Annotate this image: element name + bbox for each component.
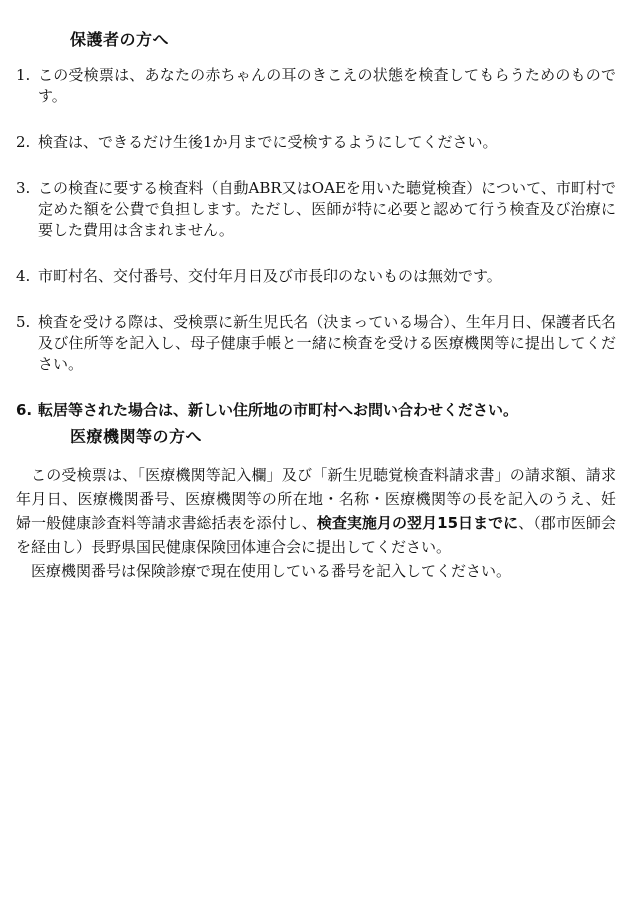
item-number: 3. xyxy=(16,179,31,197)
submission-paragraph xyxy=(16,463,616,559)
item-number: 6. xyxy=(16,401,33,419)
list-item xyxy=(16,132,616,153)
item-text: 検査は、できるだけ生後1か月までに受検するようにしてください。 xyxy=(38,133,498,151)
item-text: 市町村名、交付番号、交付年月日及び市長印のないものは無効です。 xyxy=(38,267,502,285)
guardian-instructions-list xyxy=(16,65,616,446)
item-text: この受検票は、あなたの赤ちゃんの耳のきこえの状態を検査してもらうためのものです。 xyxy=(38,66,616,105)
item-number: 1. xyxy=(16,66,31,84)
section-title-guardians: 保護者の方へ xyxy=(70,30,170,49)
item-number: 5. xyxy=(16,313,31,331)
item-text: この検査に要する検査料（自動ABR又はOAEを用いた聴覚検査）について、市町村で定めた額を公費で負担します。ただし、医師が特に必要と認めて行う検査及び治療に要した費用は含まれません。 xyxy=(38,179,616,239)
submission-text-part2: 、（郡市医師会を経由し）長野県国民健康保険団体連合会に提出してください。 xyxy=(16,514,616,556)
submission-text-part1: この受検票は、「医療機関等記入欄」及び「新生児聴覚検査料請求書」の請求額、請求年月日、医療機関番号、医療機関等の所在地・名称・医療機関等の長を記入のうえ、妊婦一般健康診査料等請求書総括表を添付し、 xyxy=(16,466,616,532)
list-item xyxy=(16,178,616,241)
section-title-institutions: 医療機関等の方へ xyxy=(70,427,203,446)
item-number: 4. xyxy=(16,267,31,285)
item-text: 検査を受ける際は、受検票に新生児氏名（決まっている場合）、生年月日、保護者氏名及び住所等を記入し、母子健康手帳と一緒に検査を受ける医療機関等に提出してください。 xyxy=(38,313,616,373)
item-text: 転居等された場合は、新しい住所地の市町村へお問い合わせください。 xyxy=(38,401,519,419)
institution-instructions xyxy=(16,463,616,583)
item-number: 2. xyxy=(16,133,31,151)
submission-deadline: 検査実施月の翌月15日までに xyxy=(316,514,519,532)
institution-number-paragraph: 医療機関番号は保険診療で現在使用している番号を記入してください。 xyxy=(31,562,512,580)
list-item xyxy=(16,65,616,107)
list-item xyxy=(16,312,616,375)
list-item xyxy=(16,266,616,287)
list-item-moving-notice xyxy=(16,400,616,421)
